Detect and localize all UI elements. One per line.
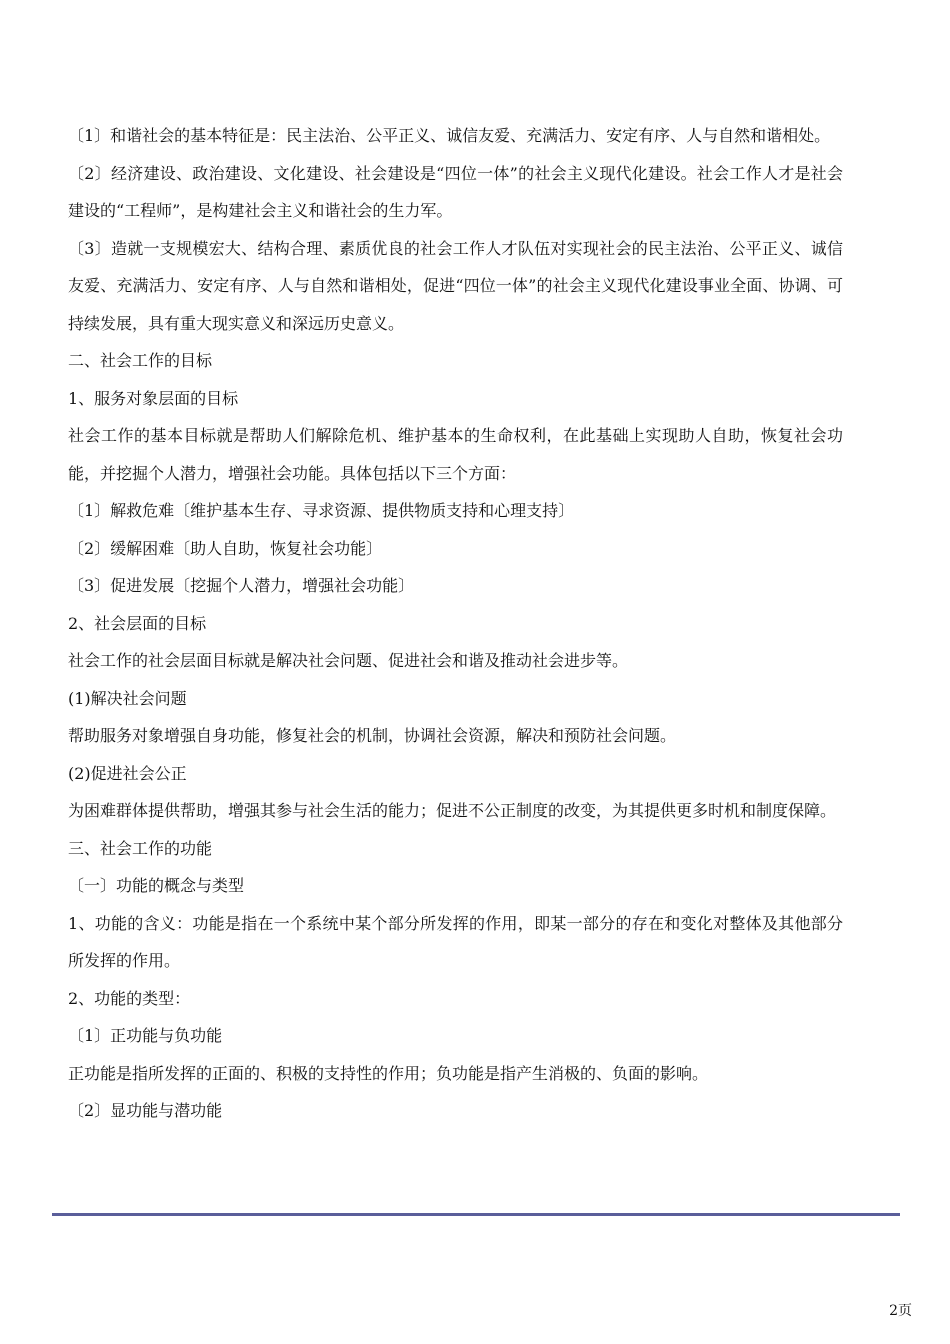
paragraph: 为困难群体提供帮助，增强其参与社会生活的能力；促进不公正制度的改变，为其提供更多时机和制度保障。 xyxy=(68,801,837,820)
list-item: (2)促进社会公正 xyxy=(68,763,187,783)
footer-divider xyxy=(52,1213,900,1216)
list-item: 〔2〕缓解困难〔助人自助，恢复社会功能〕 xyxy=(68,538,383,558)
list-item: (1)解决社会问题 xyxy=(68,688,187,708)
paragraph: 〔3〕造就一支规模宏大、结构合理、素质优良的社会工作人才队伍对实现社会的民主法治、公平正义、诚信友爱、充满活力、安定有序、人与自然和谐相处，促进“四位一体”的社会主义现代化建设事业全面、协调、可持续发展，具有重大现实意义和深远历史意义。 xyxy=(68,238,843,333)
section-heading: 三、社会工作的功能 xyxy=(68,838,213,858)
subsection-heading: 2、社会层面的目标 xyxy=(68,613,207,633)
paragraph: 社会工作的基本目标就是帮助人们解除危机、维护基本的生命权利，在此基础上实现助人自助，恢复社会功能，并挖掘个人潜力，增强社会功能。具体包括以下三个方面： xyxy=(68,426,843,483)
section-heading: 二、社会工作的目标 xyxy=(68,351,213,370)
subsection-heading: 〔一〕功能的概念与类型 xyxy=(68,876,245,895)
paragraph: 〔2〕经济建设、政治建设、文化建设、社会建设是“四位一体”的社会主义现代化建设。社会工作人才是社会建设的“工程师”，是构建社会主义和谐社会的生力军。 xyxy=(68,163,843,220)
list-item: 〔3〕促进发展〔挖掘个人潜力，增强社会功能〕 xyxy=(68,576,415,595)
list-item: 〔1〕解救危难〔维护基本生存、寻求资源、提供物质支持和心理支持〕 xyxy=(68,501,575,520)
paragraph: 帮助服务对象增强自身功能，修复社会的机制，协调社会资源，解决和预防社会问题。 xyxy=(68,726,677,745)
subsection-heading: 1、服务对象层面的目标 xyxy=(68,388,239,408)
list-item: 〔1〕正功能与负功能 xyxy=(68,1026,223,1045)
paragraph: 1、功能的含义：功能是指在一个系统中某个部分所发挥的作用，即某一部分的存在和变化对整体及其他部分所发挥的作用。 xyxy=(68,913,843,970)
document-body xyxy=(68,117,843,1130)
paragraph: 社会工作的社会层面目标就是解决社会问题、促进社会和谐及推动社会进步等。 xyxy=(68,651,629,670)
paragraph: 正功能是指所发挥的正面的、积极的支持性的作用；负功能是指产生消极的、负面的影响。 xyxy=(68,1063,709,1083)
list-item: 〔2〕显功能与潜功能 xyxy=(68,1101,223,1120)
page-number: 2页 xyxy=(889,1303,912,1319)
paragraph: 〔1〕和谐社会的基本特征是：民主法治、公平正义、诚信友爱、充满活力、安定有序、人与自然和谐相处。 xyxy=(68,126,831,145)
paragraph: 2、功能的类型： xyxy=(68,988,191,1008)
